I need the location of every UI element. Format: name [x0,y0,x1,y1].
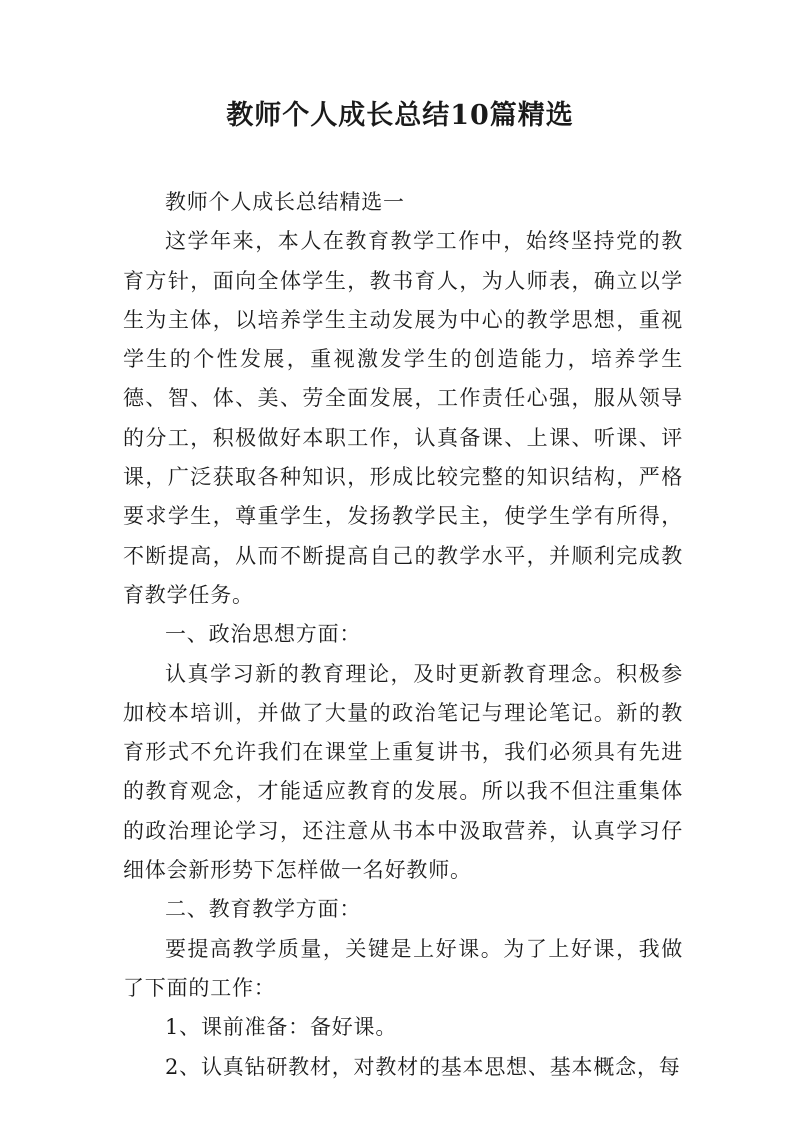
section-heading-1: 教师个人成长总结精选一 [165,190,405,214]
list-item-2: 2、认真钻研教材，对教材的基本思想、基本概念，每 [165,1054,681,1079]
list-item-1: 1、课前准备：备好课。 [165,1015,398,1040]
section-heading-teaching: 二、教育教学方面： [165,897,362,922]
paragraph-teaching: 要提高教学质量，关键是上好课。为了上好课，我做了下面的工作： [123,936,683,1000]
document-body [123,183,683,1087]
paragraph-intro: 这学年来，本人在教育教学工作中，始终坚持党的教育方针，面向全体学生，教书育人，为人师表，确立以学生为主体，以培养学生主动发展为中心的教学思想，重视学生的个性发展，重视激发学生的创造能力，培养学生德、智、体、美、劳全面发展，工作责任心强，服从领导的分工，积极做好本职工作，认真备课、上课、听课、评课，广泛获取各种知识，形成比较完整的知识结构，严格要求学生，尊重学生，发扬教学民主，使学生学有所得，不断提高，从而不断提高自己的教学水平，并顺利完成教育教学任务。 [123,229,683,607]
document-title: 教师个人成长总结10篇精选 [226,100,574,131]
section-heading-political: 一、政治思想方面： [165,622,362,647]
paragraph-political: 认真学习新的教育理论，及时更新教育理念。积极参加校本培训，并做了大量的政治笔记与理论笔记。新的教育形式不允许我们在课堂上重复讲书，我们必须具有先进的教育观念，才能适应教育的发展。所以我不但注重集体的政治理论学习，还注意从书本中汲取营养，认真学习仔细体会新形势下怎样做一名好教师。 [123,661,683,883]
